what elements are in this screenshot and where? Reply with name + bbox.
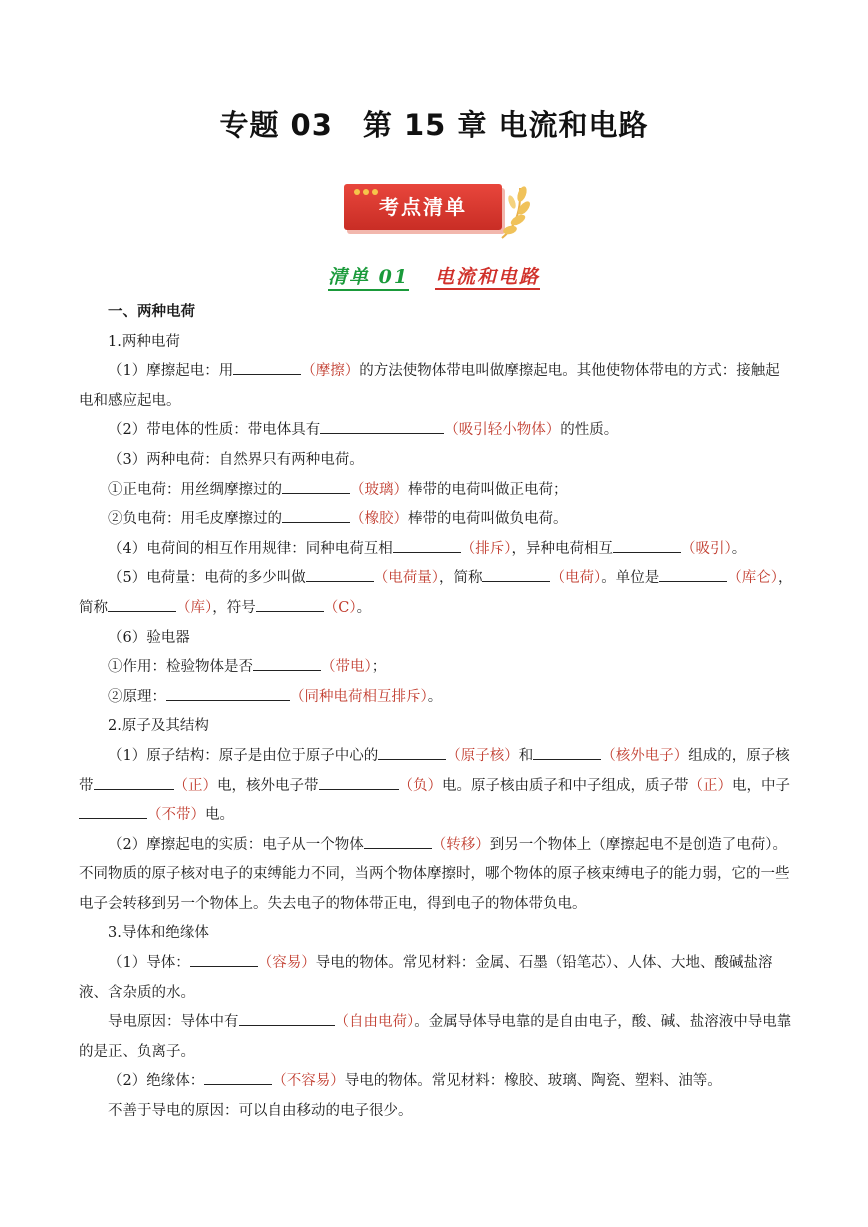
paragraph: （3）两种电荷：自然界只有两种电荷。: [108, 451, 364, 468]
fill-blank: [239, 1010, 335, 1026]
answer: （库仑）: [727, 570, 778, 587]
fill-blank: [320, 418, 444, 434]
badge-label: 考点清单: [344, 184, 502, 230]
subheading-2: 2.原子及其结构: [108, 718, 209, 735]
fill-blank: [364, 833, 432, 849]
answer: （橡胶）: [350, 511, 408, 528]
heading-two-charges: 一、两种电荷: [108, 304, 195, 320]
paragraph: [79, 1067, 793, 1097]
paragraph: [79, 683, 793, 713]
fill-blank: [190, 951, 258, 967]
text: 电，中子: [732, 777, 790, 794]
answer: （玻璃）: [350, 481, 408, 498]
fill-blank: [94, 774, 174, 790]
fill-blank: [253, 655, 321, 671]
paragraph: [79, 357, 793, 416]
fill-blank: [256, 596, 324, 612]
text: 电。: [205, 807, 234, 824]
text: 组成的，原子核带: [79, 747, 790, 794]
text: 导电的物体。常见材料：金属、石墨（铅笔芯）、人体、大地、酸碱盐溶液、含杂质的水。: [79, 955, 773, 1001]
text: 电。原子核由质子和中子组成，质子带: [442, 777, 689, 794]
fill-blank: [659, 566, 727, 582]
answer: （吸引轻小物体）: [444, 422, 561, 439]
paragraph: [79, 831, 793, 920]
section-title: [0, 262, 868, 289]
answer: （电荷）: [550, 570, 602, 587]
page-title: 专题 03 第 15 章 电流和电路: [219, 108, 649, 142]
fill-blank: [233, 359, 301, 375]
text: 。: [731, 540, 747, 557]
answer: （电荷量）: [373, 570, 439, 587]
fill-blank: [533, 744, 601, 760]
answer: （正）: [173, 777, 217, 794]
paragraph: （6）验电器: [108, 629, 190, 646]
text: ①正电荷：用丝绸摩擦过的: [108, 481, 282, 498]
paragraph: [79, 949, 793, 1008]
paragraph: [79, 1008, 793, 1067]
document-body: [79, 298, 793, 1127]
text: 到另一个物体上（摩擦起电不是创造了电荷）。不同物质的原子核对电子的束缚能力不同，当两个物体摩擦时，哪个物体的原子核束缚电子的能力弱，它的一些电子会转移到另一个物体上。失去电子的物体带正电，得到电子的物体带负电。: [79, 836, 790, 912]
text: ，简称: [79, 570, 793, 616]
answer: （核外电子）: [601, 747, 689, 764]
text: 。: [356, 599, 372, 616]
text: （4）电荷间的相互作用规律：同种电荷互相: [108, 540, 393, 557]
laurel-icon: [494, 182, 534, 242]
answer: （负）: [398, 777, 442, 794]
text: ，简称: [438, 570, 483, 587]
fill-blank: [319, 774, 399, 790]
fill-blank: [613, 537, 681, 553]
text: ②原理：: [108, 688, 166, 705]
text: 电，核外电子带: [217, 777, 319, 794]
text: （2）摩擦起电的实质：电子从一个物体: [108, 836, 364, 853]
paragraph: [79, 416, 793, 446]
text: 。单位是: [601, 570, 660, 587]
paragraph: [79, 564, 793, 623]
paragraph: [79, 535, 793, 565]
subheading-1: 1.两种电荷: [108, 333, 180, 350]
fill-blank: [378, 744, 446, 760]
answer: （C）: [323, 599, 357, 616]
fill-blank: [282, 478, 350, 494]
badge-dots-icon: [354, 180, 381, 199]
subheading-3: 3.导体和绝缘体: [108, 925, 209, 942]
text: 导电原因：导体中有: [108, 1014, 239, 1031]
text: ，异种电荷相互: [511, 540, 613, 557]
answer: （库）: [176, 599, 213, 616]
fill-blank: [393, 537, 461, 553]
text: ②负电荷：用毛皮摩擦过的: [108, 511, 282, 528]
fill-blank: [166, 685, 290, 701]
answer: （转移）: [431, 836, 490, 853]
answer: （不带）: [147, 807, 205, 824]
answer: （正）: [688, 777, 732, 794]
text: 。: [427, 688, 443, 705]
text: （1）摩擦起电：用: [108, 363, 234, 380]
section-name: 电流和电路: [434, 266, 540, 288]
fill-blank: [204, 1069, 272, 1085]
fill-blank: [282, 507, 350, 523]
text: （5）电荷量：电荷的多少叫做: [108, 570, 306, 587]
text: 。金属导体导电靠的是自由电子，酸、碱、盐溶液中导电靠的是正、负离子。: [79, 1014, 792, 1060]
paragraph: 不善于导电的原因：可以自由移动的电子很少。: [108, 1103, 413, 1120]
paragraph: [79, 653, 793, 683]
paragraph: [79, 742, 793, 831]
text: （2）带电体的性质：带电体具有: [108, 422, 321, 439]
answer: （不容易）: [272, 1073, 345, 1090]
answer: （同种电荷相互排斥）: [290, 688, 428, 705]
paragraph: [79, 505, 793, 535]
answer: （自由电荷）: [334, 1014, 415, 1031]
section-prefix: 清单 01: [328, 266, 409, 291]
text: 棒带的电荷叫做正电荷；: [408, 481, 568, 498]
answer: （排斥）: [460, 540, 512, 557]
answer: （容易）: [257, 955, 316, 972]
text: 的方法使物体带电叫做摩擦起电。其他使物体带电的方式：接触起电和感应起电。: [79, 363, 780, 409]
text: 和: [518, 747, 534, 764]
text: （2）绝缘体：: [108, 1073, 205, 1090]
text: 导电的物体。常见材料：橡胶、玻璃、陶瓷、塑料、油等。: [344, 1073, 722, 1090]
text: （1）原子结构：原子是由位于原子中心的: [108, 747, 379, 764]
answer: （摩擦）: [301, 363, 360, 380]
paragraph: [79, 476, 793, 506]
answer: （原子核）: [446, 747, 519, 764]
text: （1）导体：: [108, 955, 190, 972]
text: ，符号: [212, 599, 256, 616]
fill-blank: [482, 566, 550, 582]
fill-blank: [306, 566, 374, 582]
text: 的性质。: [560, 422, 619, 439]
text: ；: [371, 659, 387, 676]
answer: （吸引）: [680, 540, 732, 557]
text: 棒带的电荷叫做负电荷。: [408, 511, 568, 528]
fill-blank: [108, 596, 176, 612]
answer: （带电）: [321, 659, 372, 676]
section-badge: [344, 180, 534, 242]
text: ①作用：检验物体是否: [108, 659, 253, 676]
fill-blank: [79, 803, 147, 819]
